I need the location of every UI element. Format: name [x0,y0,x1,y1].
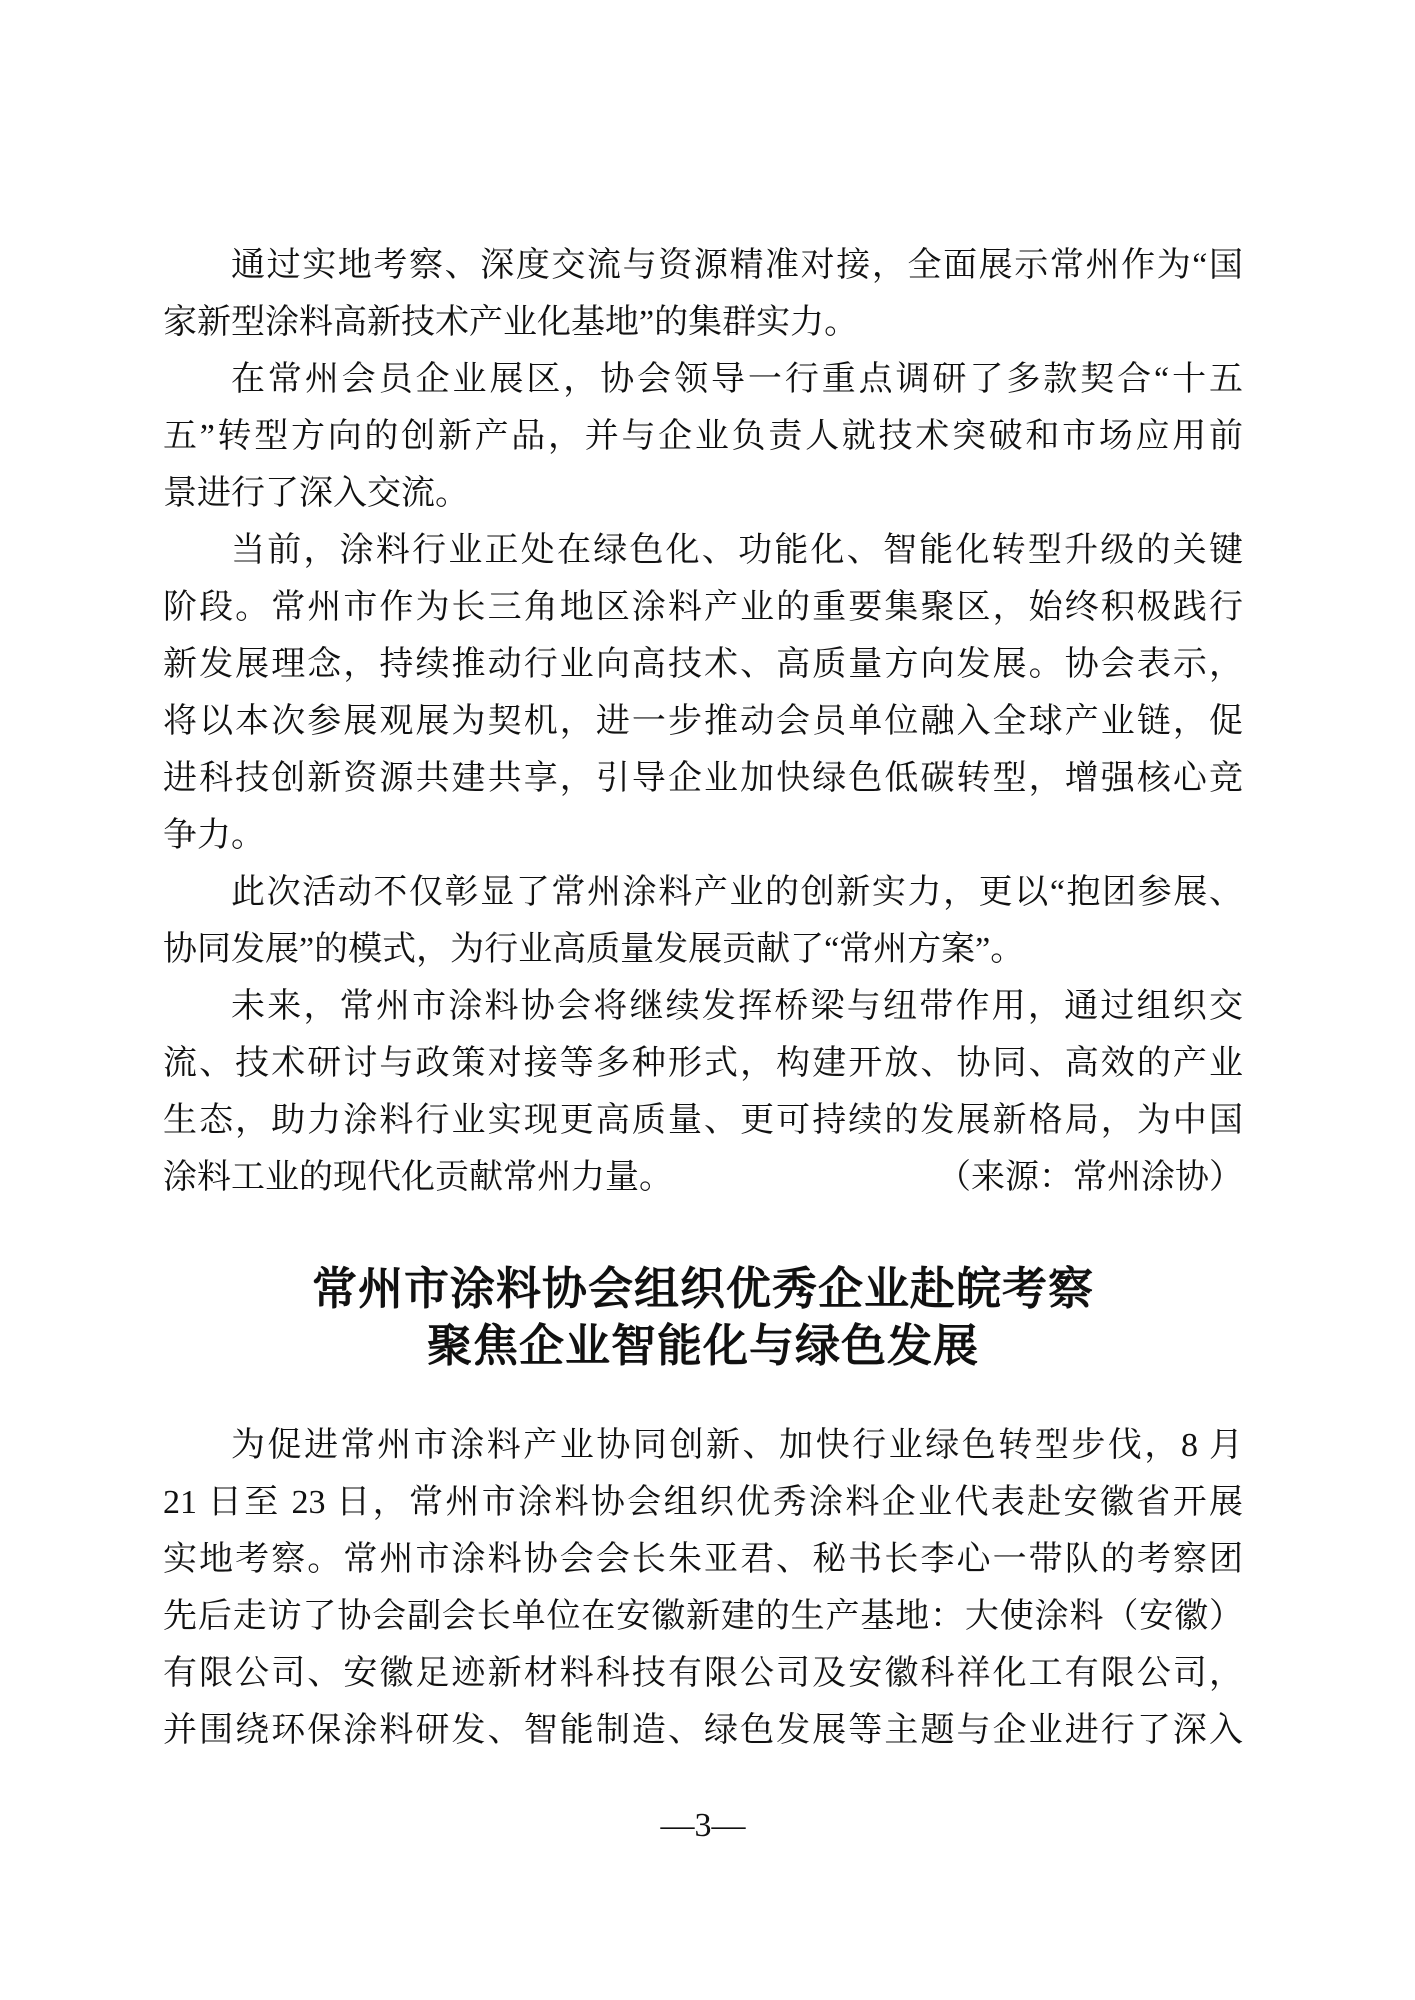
text-line: 实地考察。常州市涂料协会会长朱亚君、秘书长李心一带队的考察团 [163,1541,1243,1578]
text-line: 五”转型方向的创新产品，并与企业负责人就技术突破和市场应用前 [163,418,1243,455]
text-line: 阶段。常州市作为长三角地区涂料产业的重要集聚区，始终积极践行 [163,589,1243,626]
text-line: 先后走访了协会副会长单位在安徽新建的生产基地：大使涂料（安徽） [163,1598,1243,1635]
article-2-body [163,1417,1243,1759]
article-2-title-line-1: 常州市涂料协会组织优秀企业赴皖考察 [311,1264,1094,1314]
text-line: 进科技创新资源共建共享，引导企业加快绿色低碳转型，增强核心竞 [163,760,1243,797]
text-line: 并围绕环保涂料研发、智能制造、绿色发展等主题与企业进行了深入 [163,1712,1243,1749]
source-attribution: （来源：常州涂协） [937,1159,1243,1196]
article-2-title-line-2: 聚焦企业智能化与绿色发展 [426,1321,979,1371]
text-line: 此次活动不仅彰显了常州涂料产业的创新实力，更以“抱团参展、 [231,874,1243,911]
text-line-with-source [163,1149,1243,1206]
text-line: 21 日至 23 日，常州市涂料协会组织优秀涂料企业代表赴安徽省开展 [163,1484,1243,1521]
article-1-body [163,237,1243,1206]
text-line: 流、技术研讨与政策对接等多种形式，构建开放、协同、高效的产业 [163,1045,1243,1082]
text-line: 有限公司、安徽足迹新材料科技有限公司及安徽科祥化工有限公司， [163,1655,1243,1692]
page-number: —3— [660,1807,746,1844]
text-line: 在常州会员企业展区，协会领导一行重点调研了多款契合“十五 [231,361,1243,398]
text-line: 将以本次参展观展为契机，进一步推动会员单位融入全球产业链，促 [163,703,1243,740]
text-line: 为促进常州市涂料产业协同创新、加快行业绿色转型步伐，8 月 [231,1427,1243,1464]
text-line: 新发展理念，持续推动行业向高技术、高质量方向发展。协会表示， [163,646,1243,683]
text-line: 景进行了深入交流。 [163,475,469,512]
article-2-title [163,1261,1243,1375]
document-page [163,237,1243,1759]
text-line: 未来，常州市涂料协会将继续发挥桥梁与纽带作用，通过组织交 [231,988,1243,1025]
text-line: 当前，涂料行业正处在绿色化、功能化、智能化转型升级的关键 [231,532,1243,569]
text-line: 协同发展”的模式，为行业高质量发展贡献了“常州方案”。 [163,931,1025,968]
closing-text: 涂料工业的现代化贡献常州力量。 [163,1159,673,1196]
text-line: 争力。 [163,817,265,854]
text-line: 生态，助力涂料行业实现更高质量、更可持续的发展新格局，为中国 [163,1102,1243,1139]
text-line: 家新型涂料高新技术产业化基地”的集群实力。 [163,304,859,341]
text-line: 通过实地考察、深度交流与资源精准对接，全面展示常州作为“国 [231,247,1243,284]
